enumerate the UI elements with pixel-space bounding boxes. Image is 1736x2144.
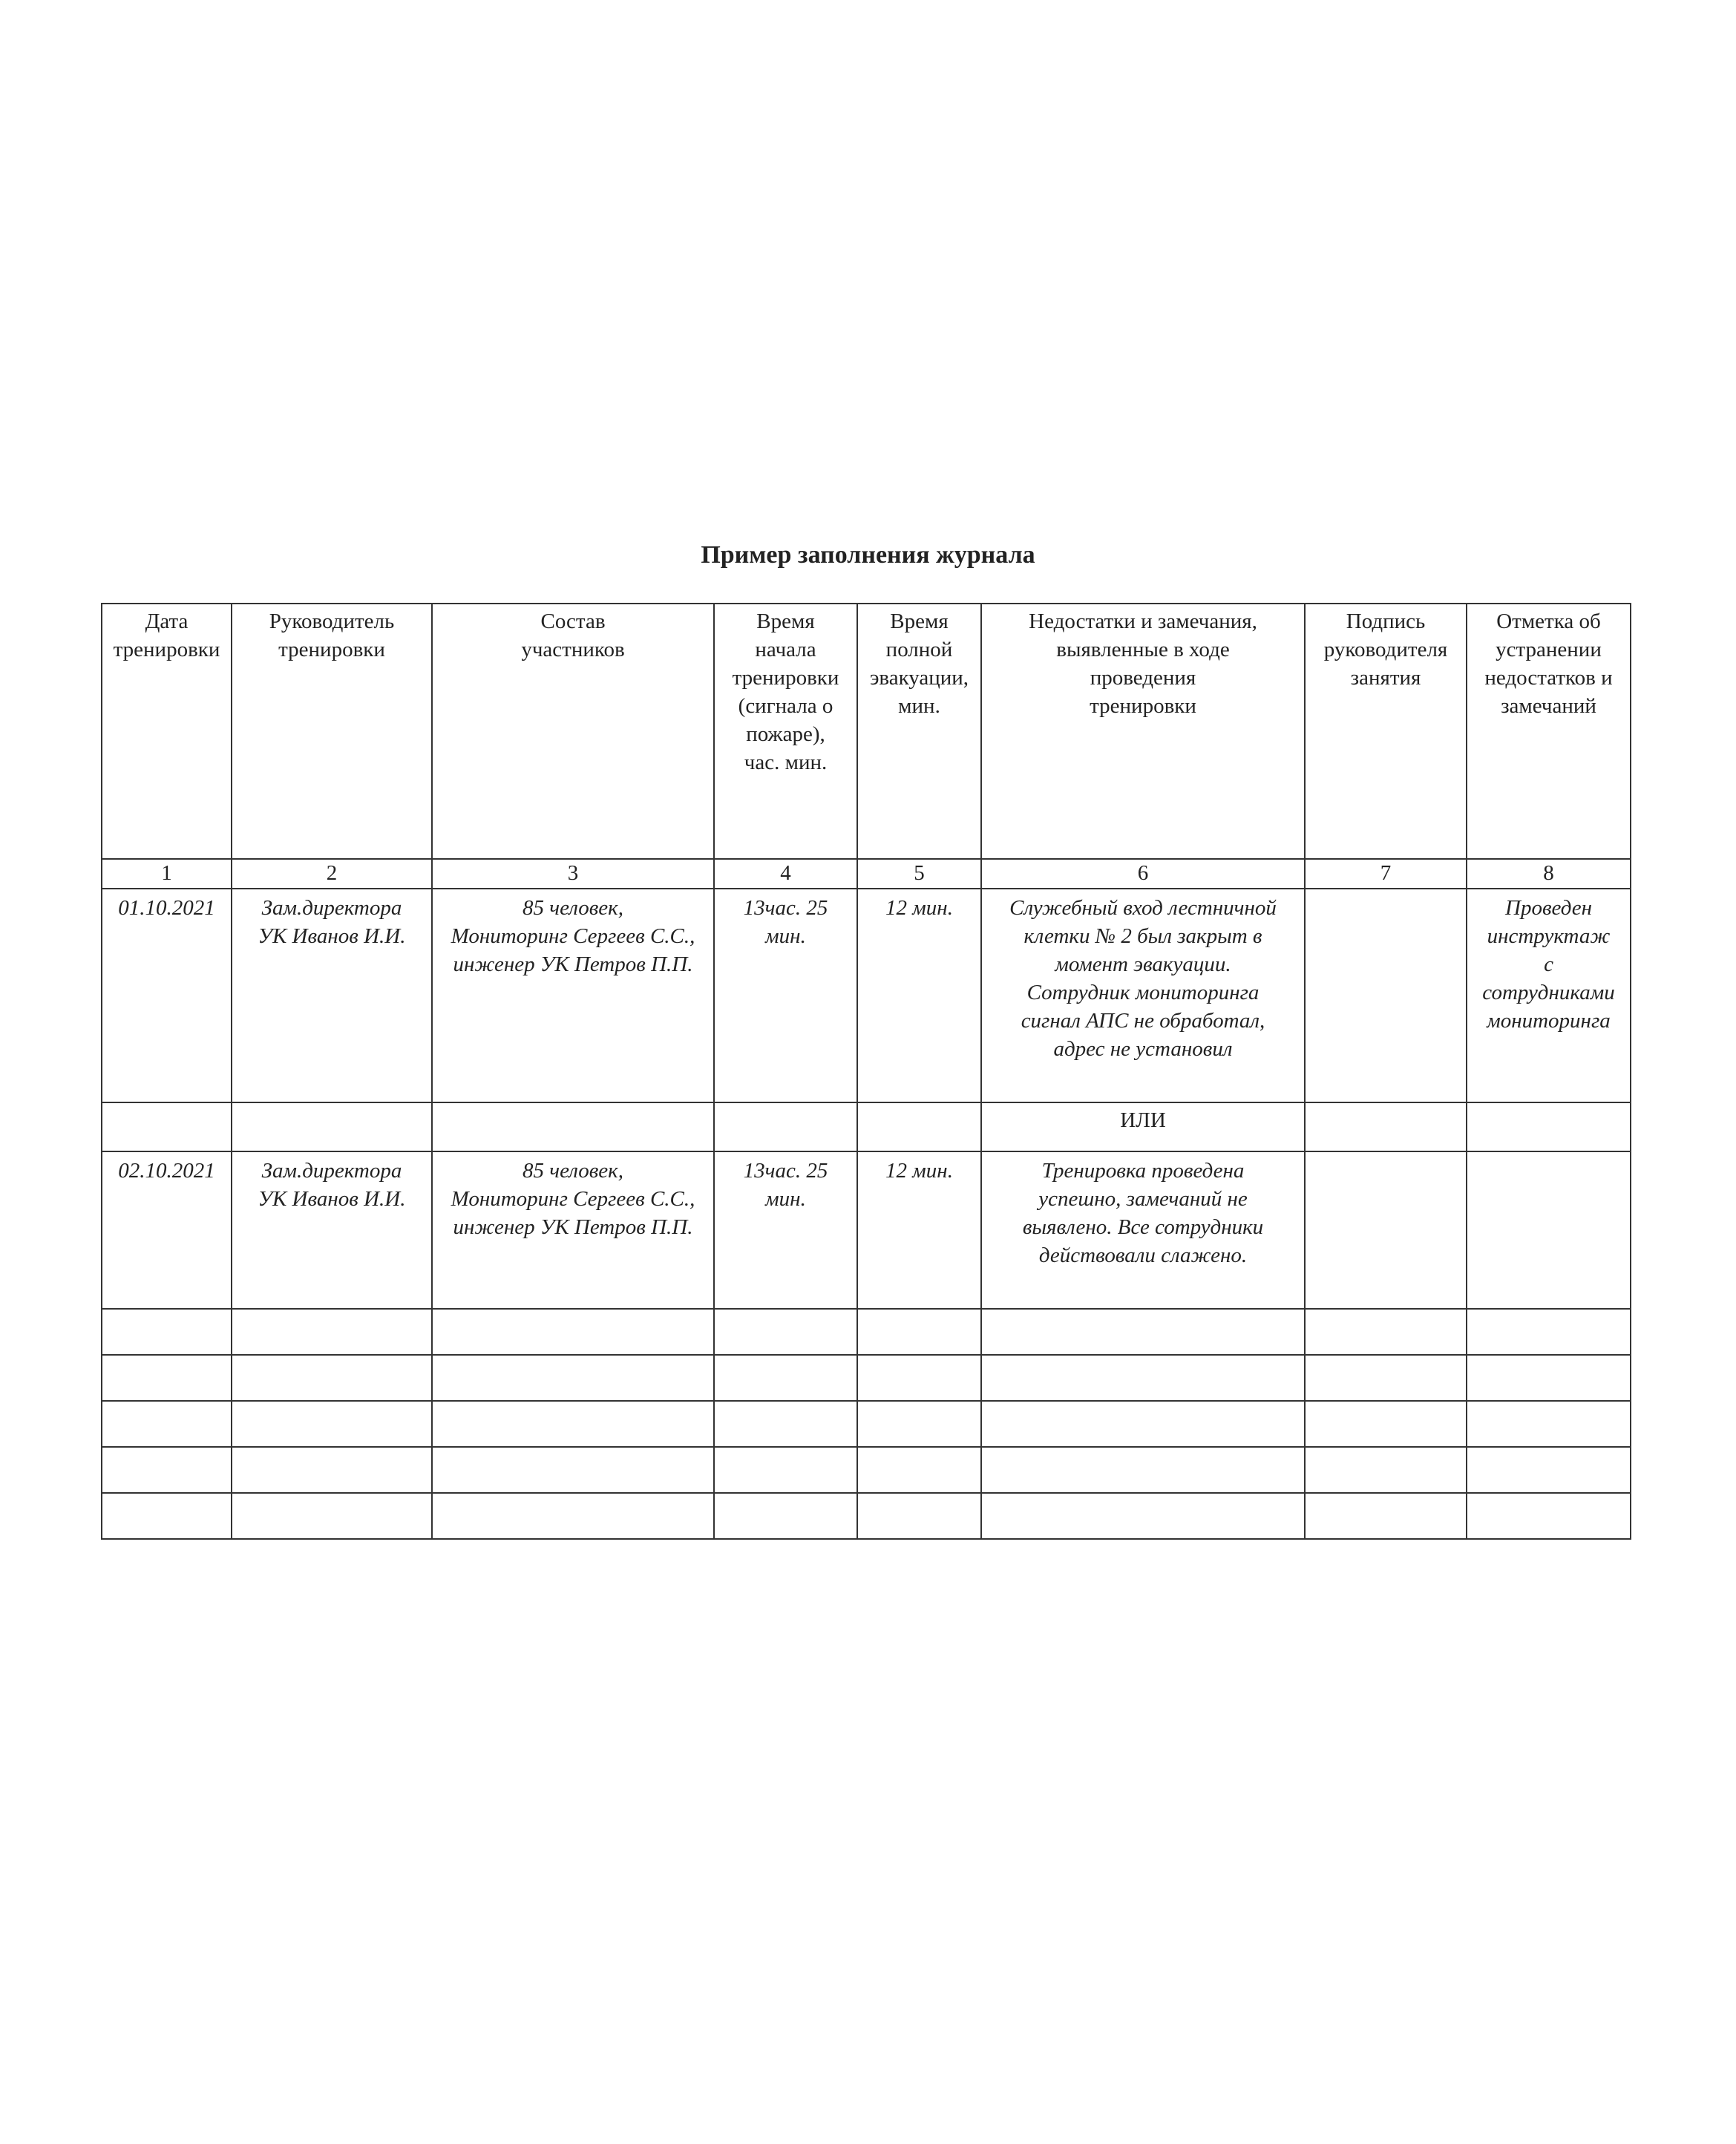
empty-cell xyxy=(857,1447,981,1493)
empty-cell xyxy=(232,1309,432,1355)
header-participants: Состав участников xyxy=(432,604,714,859)
empty-cell xyxy=(232,1401,432,1447)
empty-cell xyxy=(232,1493,432,1539)
empty-cell xyxy=(432,1401,714,1447)
column-number: 5 xyxy=(857,859,981,889)
column-number-row xyxy=(102,859,1631,889)
cell-signature xyxy=(1305,889,1467,1102)
cell-leader: Зам.директора УК Иванов И.И. xyxy=(232,889,432,1102)
empty-cell xyxy=(714,1493,857,1539)
empty-cell xyxy=(232,1102,432,1151)
empty-cell xyxy=(102,1309,232,1355)
empty-cell xyxy=(857,1309,981,1355)
cell-resolution: Проведен инструктаж с сотрудниками мониторинга xyxy=(1467,889,1631,1102)
empty-cell xyxy=(981,1447,1305,1493)
cell-date: 01.10.2021 xyxy=(102,889,232,1102)
empty-cell xyxy=(714,1401,857,1447)
header-row xyxy=(102,604,1631,859)
empty-cell xyxy=(1305,1309,1467,1355)
column-number: 3 xyxy=(432,859,714,889)
empty-cell xyxy=(102,1355,232,1401)
empty-cell xyxy=(102,1401,232,1447)
empty-cell xyxy=(432,1309,714,1355)
empty-cell xyxy=(1305,1355,1467,1401)
cell-signature xyxy=(1305,1151,1467,1309)
blank-row xyxy=(102,1493,1631,1539)
cell-date: 02.10.2021 xyxy=(102,1151,232,1309)
column-number: 6 xyxy=(981,859,1305,889)
empty-cell xyxy=(981,1355,1305,1401)
cell-evacuation-time: 12 мин. xyxy=(857,1151,981,1309)
header-resolution: Отметка об устранении недостатков и замечаний xyxy=(1467,604,1631,859)
empty-cell xyxy=(1467,1355,1631,1401)
journal-table xyxy=(101,603,1631,1540)
empty-cell xyxy=(432,1355,714,1401)
column-number: 4 xyxy=(714,859,857,889)
page-title: Пример заполнения журнала xyxy=(701,541,1035,569)
cell-leader: Зам.директора УК Иванов И.И. xyxy=(232,1151,432,1309)
empty-cell xyxy=(981,1309,1305,1355)
cell-start-time: 13час. 25 мин. xyxy=(714,1151,857,1309)
empty-cell xyxy=(1467,1447,1631,1493)
empty-cell xyxy=(981,1493,1305,1539)
empty-cell xyxy=(1467,1102,1631,1151)
header-remarks: Недостатки и замечания, выявленные в ходе проведения тренировки xyxy=(981,604,1305,859)
empty-cell xyxy=(432,1493,714,1539)
empty-cell xyxy=(1305,1493,1467,1539)
header-leader: Руководитель тренировки xyxy=(232,604,432,859)
empty-cell xyxy=(1305,1401,1467,1447)
empty-cell xyxy=(102,1493,232,1539)
table-row xyxy=(102,889,1631,1102)
cell-remarks: Служебный вход лестничной клетки № 2 был закрыт в момент эвакуации. Сотрудник мониторинга сигнал АПС не обработал, адрес не установил xyxy=(981,889,1305,1102)
empty-cell xyxy=(432,1447,714,1493)
empty-cell xyxy=(232,1355,432,1401)
cell-participants: 85 человек, Мониторинг Сергеев С.С., инженер УК Петров П.П. xyxy=(432,1151,714,1309)
empty-cell xyxy=(1305,1102,1467,1151)
empty-cell xyxy=(714,1309,857,1355)
cell-remarks: Тренировка проведена успешно, замечаний не выявлено. Все сотрудники действовали слажено. xyxy=(981,1151,1305,1309)
empty-cell xyxy=(1305,1447,1467,1493)
empty-cell xyxy=(714,1102,857,1151)
empty-cell xyxy=(432,1102,714,1151)
empty-cell xyxy=(857,1493,981,1539)
empty-cell xyxy=(857,1102,981,1151)
empty-cell xyxy=(1467,1493,1631,1539)
empty-cell xyxy=(102,1102,232,1151)
empty-cell xyxy=(714,1355,857,1401)
column-number: 7 xyxy=(1305,859,1467,889)
header-signature: Подпись руководителя занятия xyxy=(1305,604,1467,859)
empty-cell xyxy=(857,1401,981,1447)
empty-cell xyxy=(1467,1309,1631,1355)
column-number: 1 xyxy=(102,859,232,889)
empty-cell xyxy=(102,1447,232,1493)
blank-row xyxy=(102,1447,1631,1493)
cell-participants: 85 человек, Мониторинг Сергеев С.С., инженер УК Петров П.П. xyxy=(432,889,714,1102)
header-evacuation-time: Время полной эвакуации, мин. xyxy=(857,604,981,859)
separator-label: ИЛИ xyxy=(981,1102,1305,1151)
header-date: Дата тренировки xyxy=(102,604,232,859)
column-number: 8 xyxy=(1467,859,1631,889)
cell-evacuation-time: 12 мин. xyxy=(857,889,981,1102)
empty-cell xyxy=(857,1355,981,1401)
empty-cell xyxy=(714,1447,857,1493)
empty-cell xyxy=(232,1447,432,1493)
header-start-time: Время начала тренировки (сигнала о пожаре), час. мин. xyxy=(714,604,857,859)
empty-cell xyxy=(981,1401,1305,1447)
empty-cell xyxy=(1467,1401,1631,1447)
blank-row xyxy=(102,1355,1631,1401)
separator-row xyxy=(102,1102,1631,1151)
table-row xyxy=(102,1151,1631,1309)
cell-start-time: 13час. 25 мин. xyxy=(714,889,857,1102)
cell-resolution xyxy=(1467,1151,1631,1309)
blank-row xyxy=(102,1309,1631,1355)
blank-row xyxy=(102,1401,1631,1447)
column-number: 2 xyxy=(232,859,432,889)
